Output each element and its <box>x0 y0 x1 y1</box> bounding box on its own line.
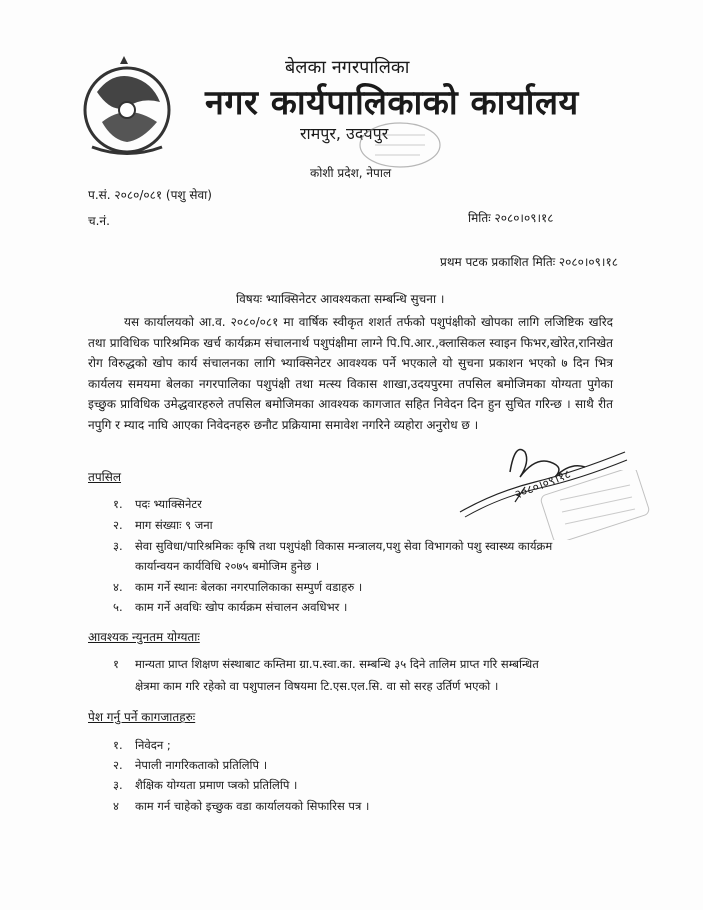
documents-heading: पेश गर्नु पर्ने कागजातहरुः <box>88 710 196 724</box>
qualification-heading: आवश्यक न्युनतम योग्यताः <box>88 630 200 644</box>
list-item: ३. शैक्षिक योग्यता प्रमाण प्त्रको प्रतिलिपि । <box>113 778 298 792</box>
notice-body: यस कार्यालयको आ.व. २०८०/०८१ मा वार्षिक स्वीकृत शशर्त तर्फको पशुपंक्षीको खोपका लागि लजिष्टिक खरिद तथा प्राविधिक पारिश्रमिक खर्च कार्यक्रम संचालनार्थ पशुपंक्षीमा लाग्ने पि.पि.आर.,क्लासिकल स्वाइन फिभर,खोरेत,रानिखेत रोग विरुद्धको खोप कार्य संचालनका लागि भ्याक्सिनेटर आवश्यक पर्ने भएकाले यो सुचना प्रकाशन भएको ७ दिन भित्र कार्यलय समयमा बेलका नगरपालिका पशुपंक्षी तथा मत्स्य विकास शाखा,उदयपुरमा तपसिल बमोजिमका योग्यता पुगेका इच्छुक प्राविधिक उमेद्धवारहरुले तपसिल बमोजिमका आवश्यक कागजात सहित निवेदन दिन हुन सुचित गरिन्छ । साथै रीत नपुगि र म्याद नाघि आएका निवेदनहरु छनौट प्रक्रियामा समावेश नगरिने व्यहोरा अनुरोध छ । <box>88 315 613 432</box>
office-province: कोशी प्रदेश, नेपाल <box>310 166 392 180</box>
subject-line: विषयः भ्याक्सिनेटर आवश्यकता सम्बन्धि सुचना । <box>236 292 445 306</box>
list-item: १ मान्यता प्राप्त शिक्षण संस्थाबाट कम्तिमा ग्रा.प.स्वा.का. सम्बन्धि ३५ दिने तालिम प्राप्त गरि सम्बन्धित <box>113 657 539 671</box>
list-item: कार्यान्वयन कार्यविधि २०७५ बमोजिम हुनेछ । <box>135 559 320 573</box>
office-stamp-icon <box>305 115 445 175</box>
official-stamp-icon <box>540 470 650 540</box>
list-item: क्षेत्रमा काम गरि रहेको वा पशुपालन विषयमा टि.एस.एल.सि. वा सो सरह उर्तिर्ण भएको । <box>135 679 499 693</box>
letter-date: मितिः २०८०।०९।१८ <box>468 211 554 225</box>
nepal-emblem-icon <box>72 52 182 162</box>
list-item: १. निवेदन ; <box>113 738 171 752</box>
office-place: रामपुर, उदयपुर <box>300 124 389 143</box>
list-item: ५. काम गर्ने अवधिः खोप कार्यक्रम संचालन अवधिभर । <box>113 600 348 614</box>
dispatch-number: च.नं. <box>88 214 110 228</box>
list-item: १. पदः भ्याक्सिनेटर <box>113 497 202 511</box>
list-item: ३. सेवा सुविधा/पारिश्रमिकः कृषि तथा पशुपंक्षी विकास मन्त्रालय,पशु सेवा विभागको पशु स्वास्थ्य कार्यक्रम <box>113 539 553 553</box>
signature-date: २०८०।०९।१८ <box>512 466 573 502</box>
list-item: ४. काम गर्ने स्थानः बेलका नगरपालिकाका सम्पुर्ण वडाहरु । <box>113 580 363 594</box>
tapsil-heading: तपसिल <box>88 470 122 484</box>
office-title: नगर कार्यपालिकाको कार्यालय <box>205 83 579 123</box>
municipality-name: बेलका नगरपालिका <box>285 57 410 78</box>
published-date: प्रथम पटक प्रकाशित मितिः २०८०।०९।१८ <box>440 255 618 269</box>
list-item: २. माग संख्याः ९ जना <box>113 518 213 532</box>
list-item: ४ काम गर्न चाहेको इच्छुक वडा कार्यालयको सिफारिस पत्र । <box>113 799 370 813</box>
reference-number: प.सं. २०८०/०८१ (पशु सेवा) <box>88 188 212 202</box>
list-item: २. नेपाली नागरिकताको प्रतिलिपि । <box>113 758 268 772</box>
